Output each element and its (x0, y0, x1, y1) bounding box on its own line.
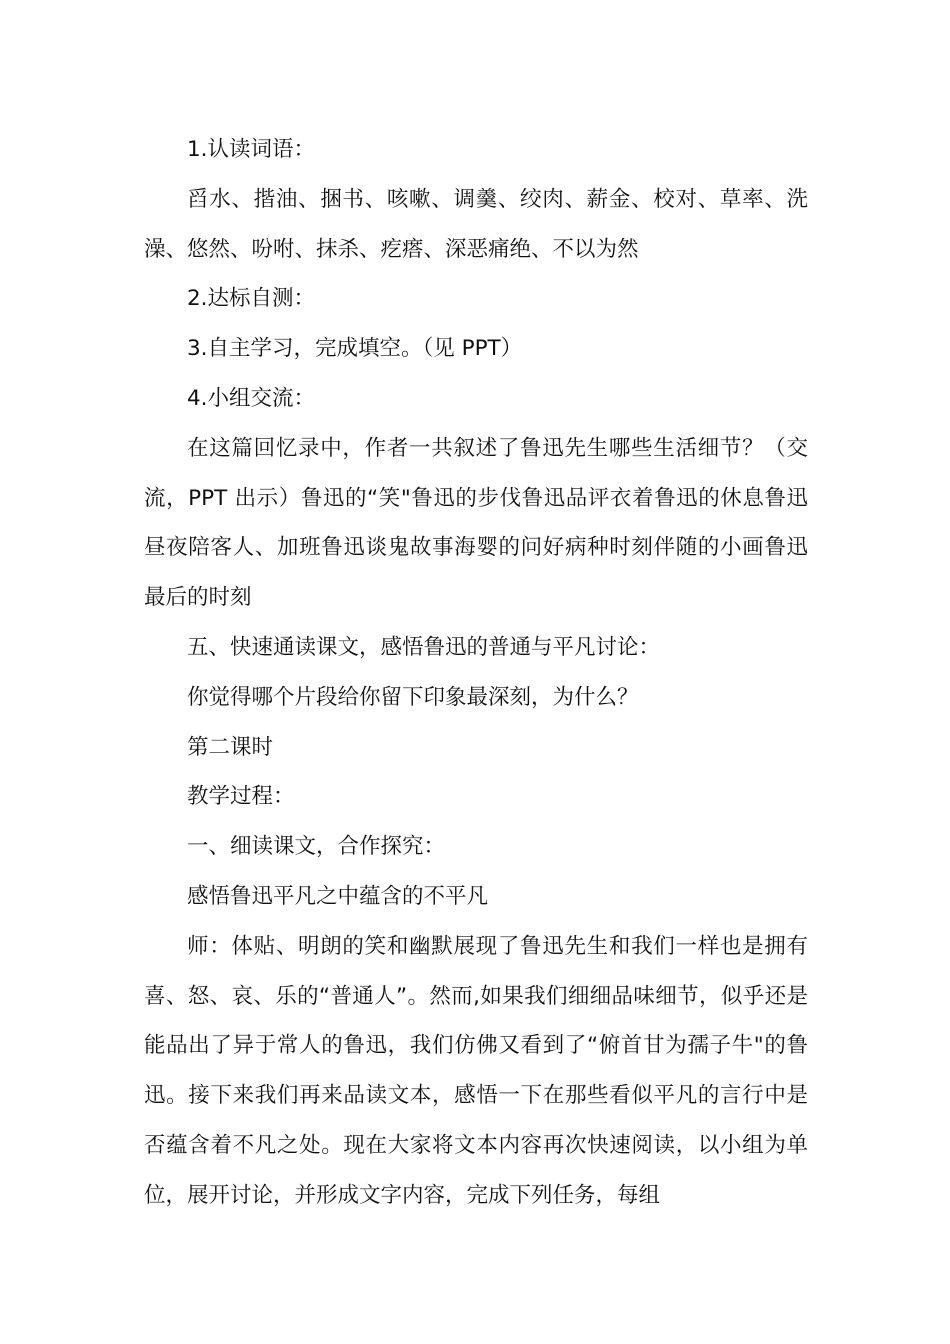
paragraph-4: 3.自主学习，完成填空。（见 PPT） (187, 336, 523, 362)
paragraph-9: 第二课时 (187, 734, 274, 760)
paragraph-6: 在这篇回忆录中，作者一共叙述了鲁迅先生哪些生活细节？（交流，PPT 出示）鲁迅的“笑"鲁迅的步伐鲁迅品评衣着鲁迅的休息鲁迅昼夜陪客人、加班鲁迅谈鬼故事海婴的问好病种时刻伴随的小画鲁迅最后的时刻 (144, 435, 808, 611)
paragraph-5: 4.小组交流： (187, 385, 316, 411)
paragraph-1: 1.认读词语： (187, 137, 316, 162)
paragraph-10: 教学过程： (187, 784, 295, 810)
document-page (144, 125, 808, 1221)
paragraph-3: 2.达标自测： (187, 286, 316, 312)
paragraph-7: 五、快速通读课文，感悟鲁迅的普通与平凡讨论： (187, 634, 661, 660)
paragraph-8: 你觉得哪个片段给你留下印象最深刻，为什么？ (187, 684, 639, 710)
paragraph-13: 师：体贴、明朗的笑和幽默展现了鲁迅先生和我们一样也是拥有喜、怒、哀、乐的“普通人”。然而,如果我们细细品味细节，似乎还是能品出了异于常人的鲁迅，我们仿佛又看到了“俯首甘为孺子牛"的鲁迅。接下来我们再来品读文本，感悟一下在那些看似平凡的言行中是否蕴含着不凡之处。现在大家将文本内容再次快速阅读，以小组为单位，展开讨论，并形成文字内容，完成下列任务，每组 (144, 933, 808, 1208)
paragraph-2: 舀水、揩油、捆书、咳嗽、调羹、绞肉、薪金、校对、草率、洗澡、悠然、吩咐、抹杀、疙瘩、深恶痛绝、不以为然 (144, 186, 808, 262)
paragraph-12: 感悟鲁迅平凡之中蕴含的不平凡 (187, 883, 489, 909)
paragraph-11: 一、细读课文，合作探究： (187, 834, 446, 860)
